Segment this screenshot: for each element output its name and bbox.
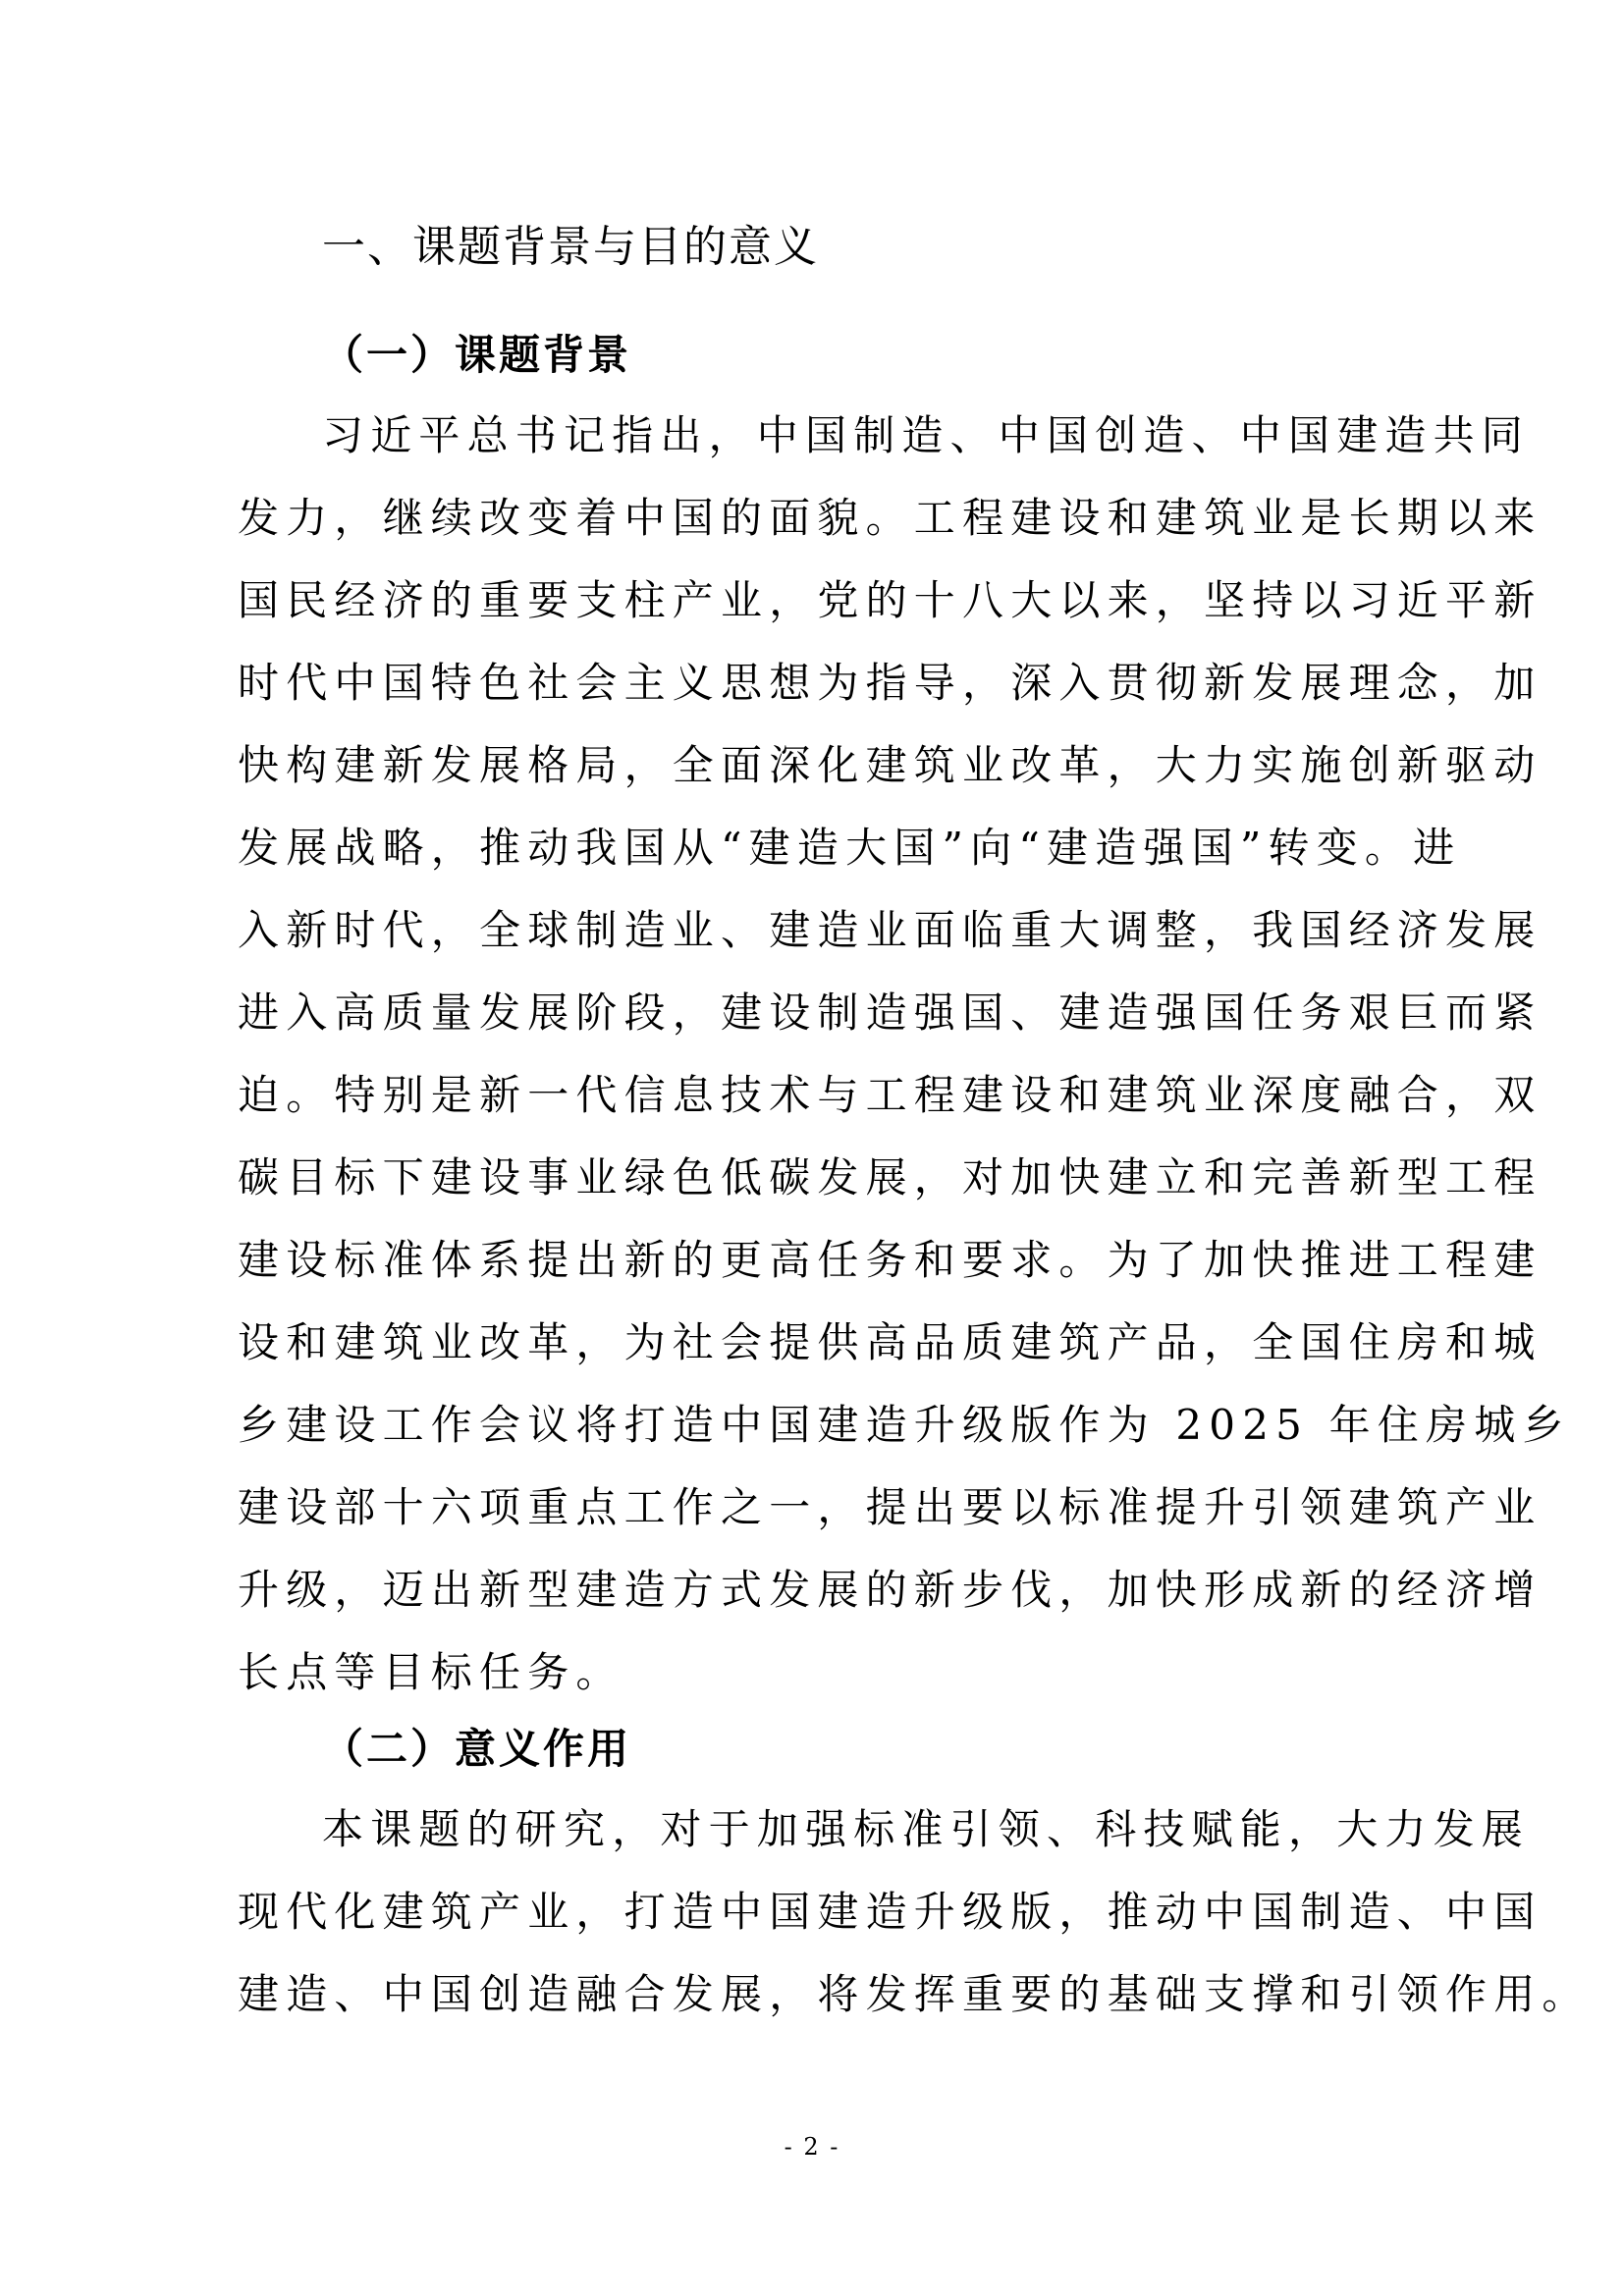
paragraph-line: 建造、中国创造融合发展，将发挥重要的基础支撑和引领作用。 — [238, 1970, 1591, 2018]
paragraph-line: 发展战略，推动我国从“建造大国”向“建造强国”转变。进 — [238, 824, 1462, 872]
paragraph-background — [238, 395, 1571, 1714]
paragraph-line: 国民经济的重要支柱产业，党的十八大以来，坚持以习近平新 — [238, 576, 1543, 624]
subsection-title-significance: （二）意义作用 — [322, 1725, 632, 1773]
paragraph-line: 升级，迈出新型建造方式发展的新步伐，加快形成新的经济增 — [238, 1566, 1543, 1614]
paragraph-significance — [238, 1789, 1591, 2036]
paragraph-line: 建设部十六项重点工作之一，提出要以标准提升引领建筑产业 — [238, 1483, 1543, 1531]
paragraph-line: 习近平总书记指出，中国制造、中国创造、中国建造共同 — [322, 411, 1531, 459]
paragraph-line: 入新时代，全球制造业、建造业面临重大调整，我国经济发展 — [238, 906, 1543, 954]
subsection-title-background: （一）课题背景 — [322, 331, 632, 379]
page-number: - 2 - — [784, 2133, 840, 2161]
paragraph-line: 进入高质量发展阶段，建设制造强国、建造强国任务艰巨而紧 — [238, 988, 1543, 1037]
paragraph-line: 碳目标下建设事业绿色低碳发展，对加快建立和完善新型工程 — [238, 1153, 1543, 1201]
paragraph-line: 设和建筑业改革，为社会提供高品质建筑产品，全国住房和城 — [238, 1318, 1543, 1366]
paragraph-line: 建设标准体系提出新的更高任务和要求。为了加快推进工程建 — [238, 1236, 1543, 1284]
section-title: 一、课题背景与目的意义 — [322, 222, 819, 272]
paragraph-line: 迫。特别是新一代信息技术与工程建设和建筑业深度融合，双 — [238, 1071, 1543, 1119]
paragraph-line: 现代化建筑产业，打造中国建造升级版，推动中国制造、中国 — [238, 1888, 1543, 1936]
paragraph-line: 乡建设工作会议将打造中国建造升级版作为 2025 年住房城乡 — [238, 1401, 1571, 1449]
paragraph-line: 快构建新发展格局，全面深化建筑业改革，大力实施创新驱动 — [238, 741, 1543, 789]
paragraph-line: 发力，继续改变着中国的面貌。工程建设和建筑业是长期以来 — [238, 494, 1543, 542]
paragraph-line: 时代中国特色社会主义思想为指导，深入贯彻新发展理念，加 — [238, 659, 1543, 707]
paragraph-line: 长点等目标任务。 — [238, 1648, 624, 1696]
paragraph-line: 本课题的研究，对于加强标准引领、科技赋能，大力发展 — [322, 1805, 1531, 1853]
